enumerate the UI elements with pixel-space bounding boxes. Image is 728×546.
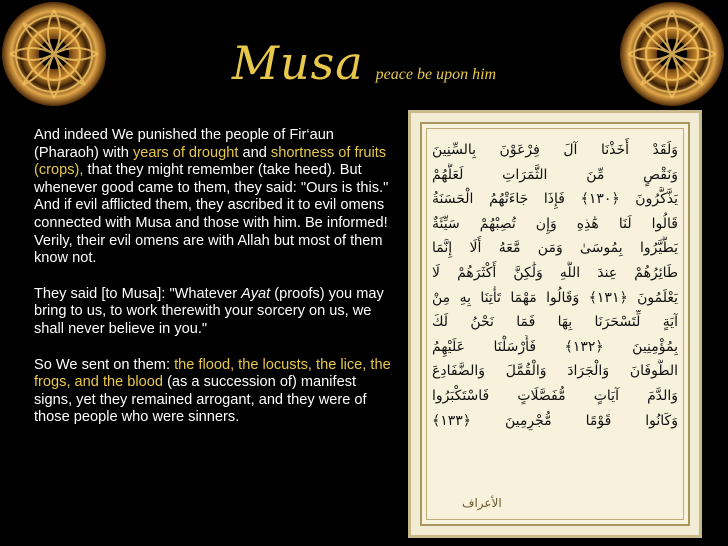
verse-line: يَعْلَمُونَ ﴿١٣١﴾ وَقَالُوا مَهْمَا تَأْتِنَا بِهِ مِنْ <box>432 289 678 306</box>
verse-line: الطُّوفَانَ وَالْجَرَادَ وَالْقُمَّلَ وَالضَّفَادِعَ <box>432 363 678 380</box>
verse-line: يَطَّيَّرُوا بِمُوسَىٰ وَمَن مَّعَهُ أَلَا إِنَّمَا <box>432 240 678 257</box>
paragraph-1 <box>34 127 398 268</box>
text-segment: And indeed We punished the people of Fir‘aun (Pharaoh) with <box>34 127 334 161</box>
verse-line: طَائِرُهُمْ عِندَ اللَّهِ وَلَٰكِنَّ أَكْثَرَهُمْ لَا <box>432 264 678 281</box>
paragraph-2 <box>34 286 398 339</box>
text-segment: They said [to Musa]: "Whatever <box>34 285 242 302</box>
slide-title: Musa <box>231 36 364 90</box>
text-segment: (as a succession of) manifest signs, yet they remained arrogant, and they were of those people who were sinners. <box>34 374 367 426</box>
verse-line: وَنَقْصٍ مِّنَ الثَّمَرَاتِ لَعَلَّهُمْ <box>432 166 678 183</box>
translation-text <box>34 127 398 445</box>
highlight-signs-list: the flood, the locusts, the lice, the frogs, and the blood <box>34 356 391 391</box>
text-segment: (proofs) you may bring to us, to work therewith your sorcery on us, we shall never believe in you." <box>34 285 384 337</box>
paragraph-3 <box>34 357 398 427</box>
verse-line: وَالدَّمَ آيَاتٍ مُّفَصَّلَاتٍ فَاسْتَكْبَرُوا <box>432 387 678 404</box>
verse-line: وَلَقَدْ أَخَذْنَا آلَ فِرْعَوْنَ بِالسِّنِينَ <box>432 142 678 158</box>
quran-page-frame <box>420 122 690 526</box>
verse-line: قَالُوا لَنَا هَٰذِهِ وَإِن تُصِبْهُمْ سَيِّئَةٌ <box>432 215 678 232</box>
slide-header <box>0 36 728 96</box>
text-segment: and <box>238 144 271 161</box>
verse-line: بِمُؤْمِنِينَ ﴿١٣٢﴾ فَأَرْسَلْنَا عَلَيْهِمُ <box>432 338 678 355</box>
highlight-shortness-of-fruits: shortness of fruits (crops), <box>34 144 387 179</box>
verse-line: آيَةٍ لِّتَسْحَرَنَا بِهَا فَمَا نَحْنُ لَكَ <box>432 314 678 331</box>
text-segment: that they might remember (take heed). But whenever good came to them, they said: "Ours is this." And if evil afflicted them, they ascribed it to evil omens connected with Musa and those with him. Be informed! Verily, their evil omens are with Allah but most of them know not. <box>34 162 389 267</box>
quran-verse-lines <box>432 138 678 433</box>
italic-ayat: Ayat <box>241 285 271 302</box>
quran-page-image <box>408 110 702 538</box>
verse-line: يَذَّكَّرُونَ ﴿١٣٠﴾ فَإِذَا جَاءَتْهُمُ الْحَسَنَةُ <box>432 191 678 208</box>
surah-page-label: الأعراف <box>462 496 502 510</box>
highlight-drought: years of drought <box>132 144 239 161</box>
slide-subtitle: peace be upon him <box>375 66 497 83</box>
text-segment: So We sent on them: <box>34 356 175 373</box>
verse-line: وَكَانُوا قَوْمًا مُّجْرِمِينَ ﴿١٣٣﴾ <box>432 412 678 429</box>
